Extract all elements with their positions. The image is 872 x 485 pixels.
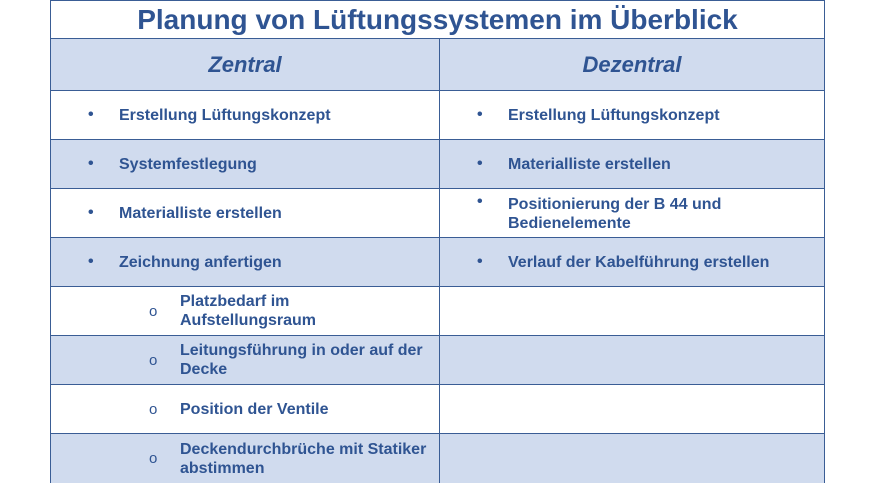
- list-item: Systemfestlegung: [119, 155, 257, 173]
- cell-dezentral: [440, 238, 824, 286]
- cell-zentral: [51, 238, 440, 286]
- bullet-icon: •: [88, 204, 94, 221]
- cell-zentral: [51, 336, 440, 384]
- cell-dezentral: [440, 140, 824, 188]
- table-row: [51, 336, 824, 385]
- cell-dezentral: [440, 434, 824, 483]
- table-row: [51, 287, 824, 336]
- cell-dezentral: [440, 336, 824, 384]
- table-row: [51, 91, 824, 140]
- overview-table: [50, 0, 825, 483]
- bullet-icon: •: [88, 106, 94, 123]
- list-item: Materialliste erstellen: [119, 204, 282, 222]
- sub-bullet-icon: o: [149, 302, 158, 320]
- cell-zentral: [51, 189, 440, 237]
- list-item: Positionierung der B 44 und Bedienelemente: [508, 196, 722, 232]
- header-dezentral: Dezentral: [582, 51, 682, 77]
- table-row: [51, 238, 824, 287]
- sub-bullet-icon: o: [149, 450, 158, 467]
- cell-zentral: [51, 91, 440, 139]
- list-item: Zeichnung anfertigen: [119, 253, 282, 271]
- table-title: Planung von Lüftungssystemen im Überblick: [51, 1, 824, 39]
- cell-dezentral: [440, 385, 824, 433]
- list-item: Materialliste erstellen: [508, 155, 671, 173]
- list-item: Deckendurchbrüche mit Statiker abstimmen: [180, 440, 427, 477]
- bullet-icon: •: [477, 106, 483, 123]
- cell-zentral: [51, 434, 440, 483]
- bullet-icon: •: [477, 253, 483, 270]
- table-row: [51, 385, 824, 434]
- cell-zentral: [51, 385, 440, 433]
- cell-dezentral: [440, 189, 824, 237]
- table-row: [51, 189, 824, 238]
- list-item: Platzbedarf im Aufstellungsraum: [180, 293, 317, 329]
- sub-bullet-icon: o: [149, 400, 158, 418]
- cell-zentral: [51, 140, 440, 188]
- sub-bullet-icon: o: [149, 351, 158, 369]
- table-row: [51, 140, 824, 189]
- table-row: [51, 434, 824, 483]
- cell-dezentral: [440, 287, 824, 335]
- cell-dezentral: [440, 91, 824, 139]
- bullet-icon: •: [88, 155, 94, 172]
- bullet-icon: •: [477, 155, 483, 172]
- bullet-icon: •: [88, 253, 94, 270]
- list-item: Leitungsführung in oder auf der Decke: [180, 342, 423, 378]
- header-row: [51, 39, 824, 91]
- bullet-icon: •: [477, 193, 483, 210]
- header-zentral: Zentral: [51, 39, 440, 90]
- list-item: Erstellung Lüftungskonzept: [119, 106, 331, 124]
- list-item: Verlauf der Kabelführung erstellen: [508, 253, 770, 271]
- list-item: Position der Ventile: [180, 400, 329, 418]
- cell-zentral: [51, 287, 440, 335]
- list-item: Erstellung Lüftungskonzept: [508, 106, 720, 124]
